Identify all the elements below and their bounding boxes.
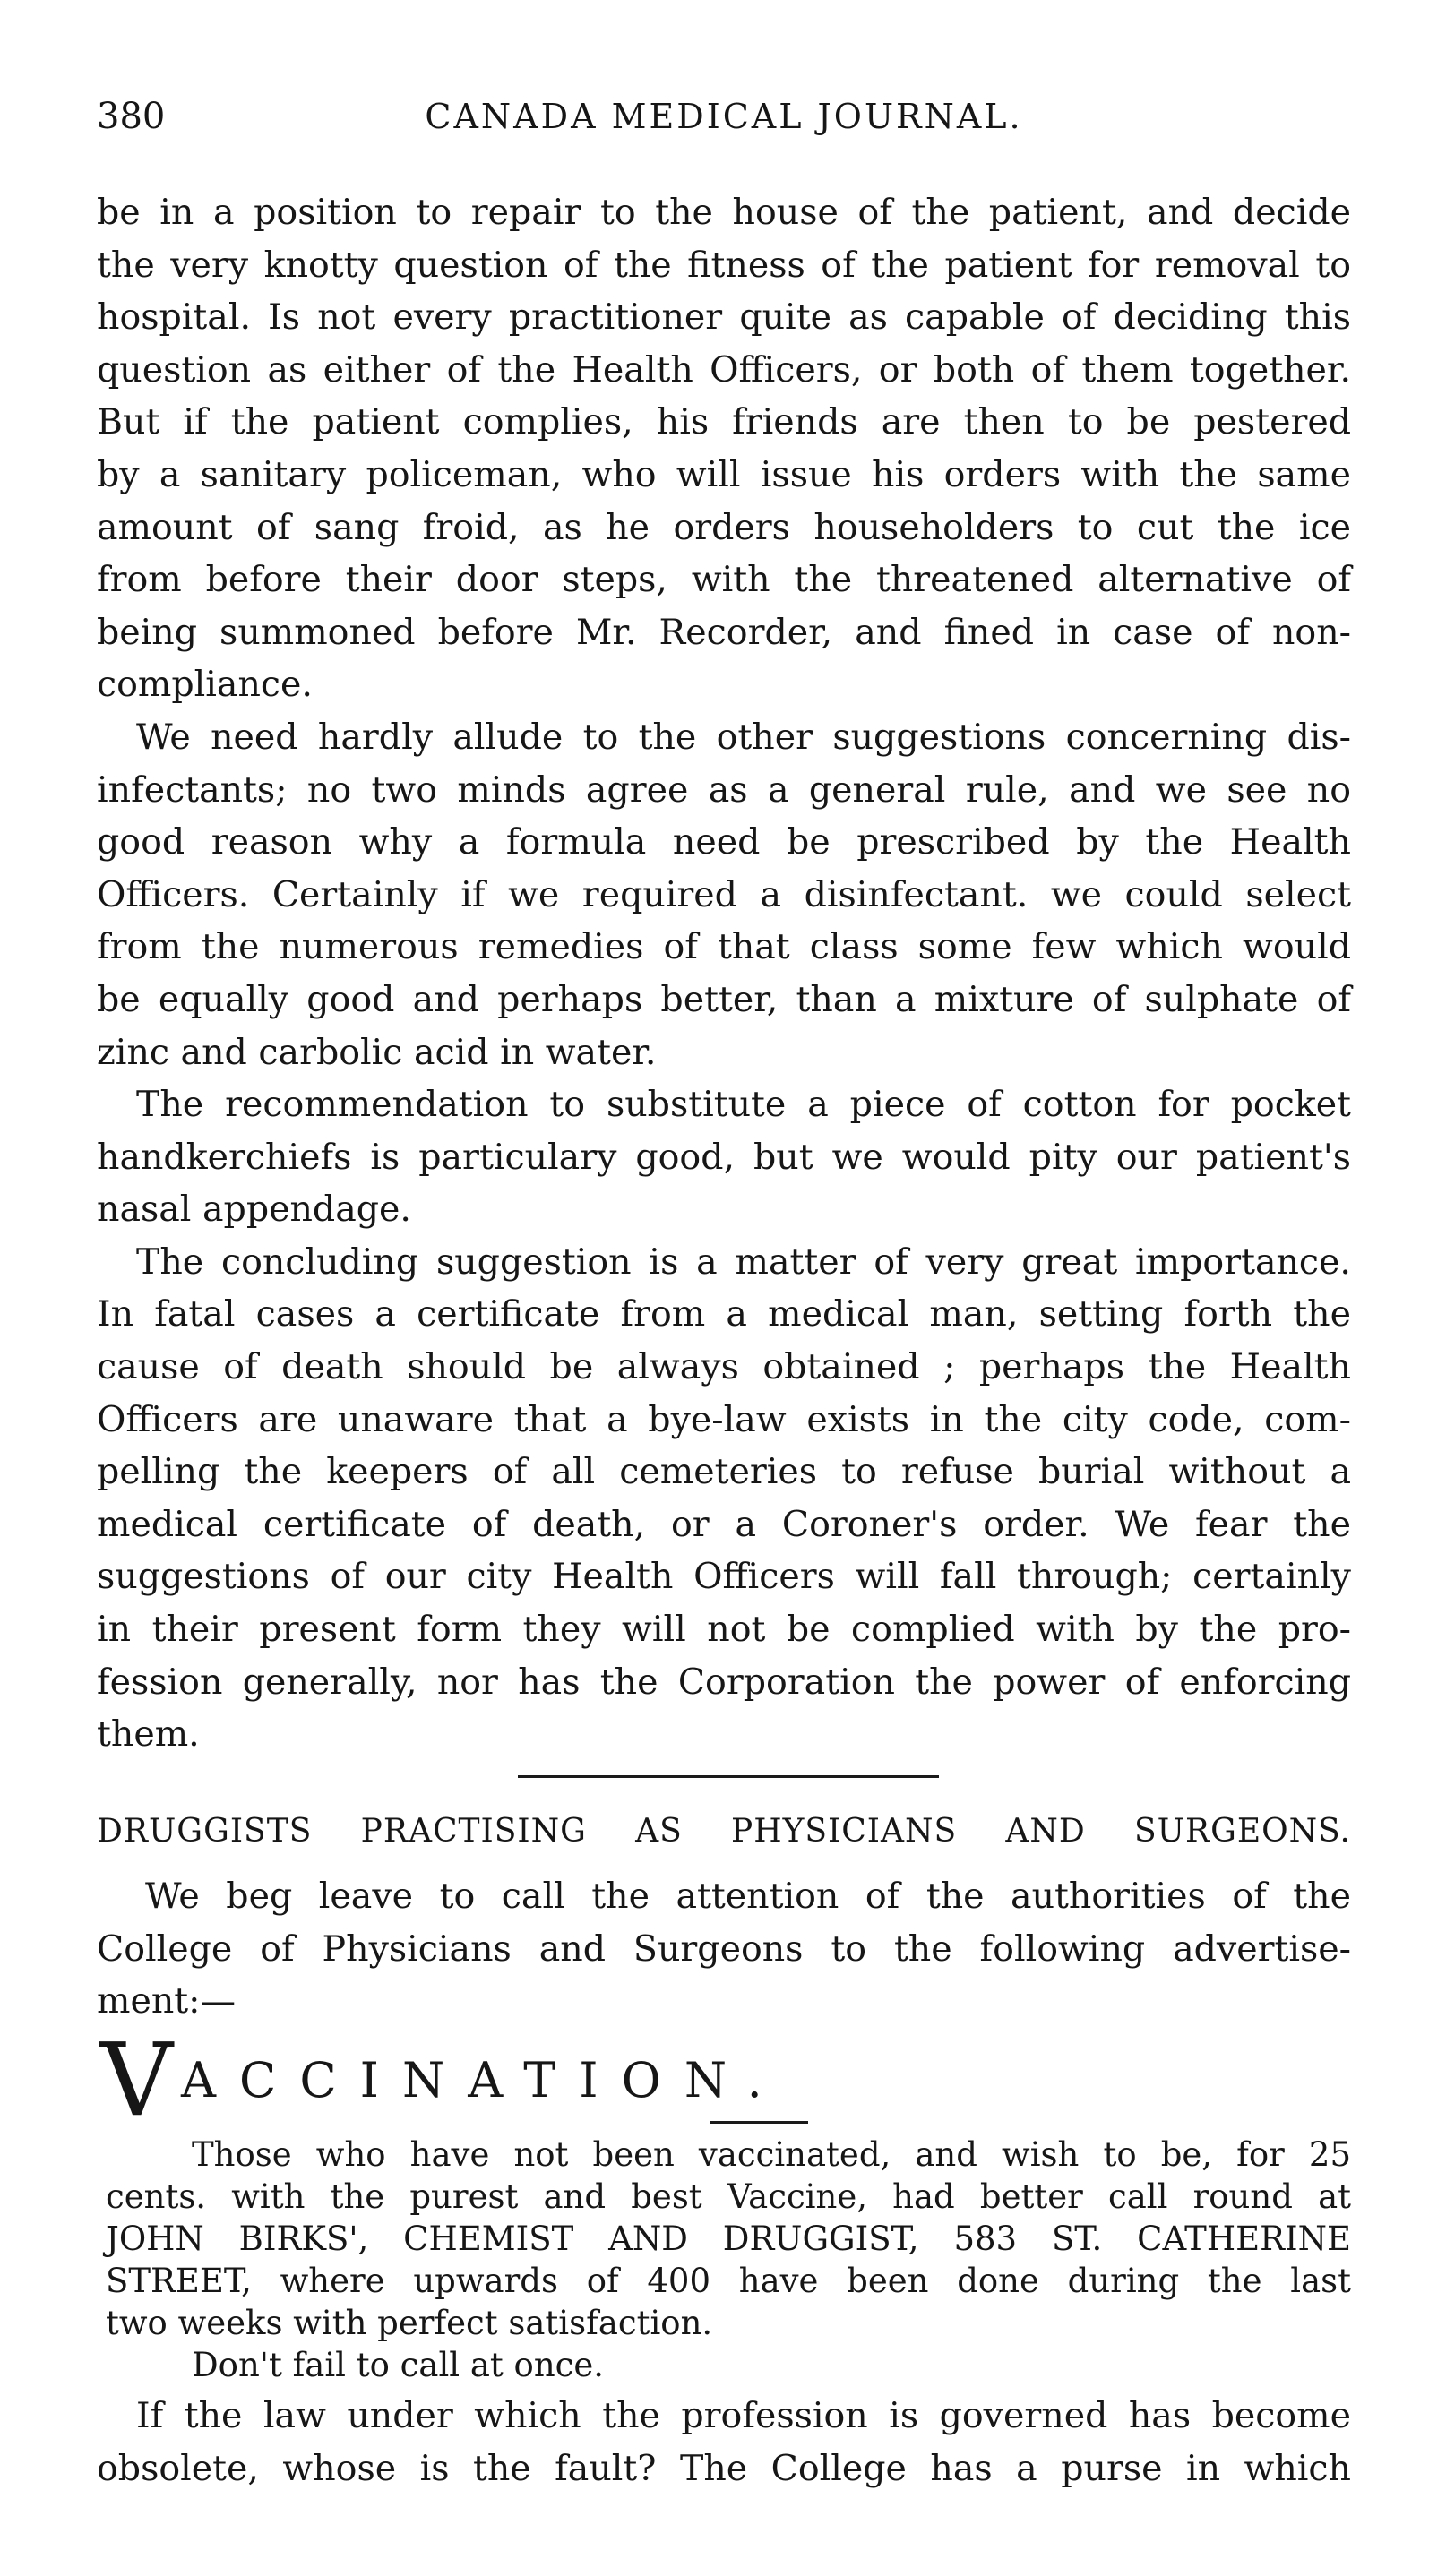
- section-intro: [97, 1870, 1351, 2028]
- paragraph-certificate: [97, 1236, 1351, 1761]
- text-line: zinc and carbolic acid in water.: [97, 1031, 657, 1073]
- text-line: Those who have not been vaccinated, and wish to be, for 25: [192, 2135, 1351, 2174]
- text-line: by a sanitary policeman, who will issue his orders with the same: [97, 453, 1351, 495]
- title-initial: V: [100, 2022, 173, 2139]
- running-head: CANADA MEDICAL JOURNAL.: [425, 97, 1023, 136]
- text-line: compliance.: [97, 664, 313, 706]
- text-line: Officers. Certainly if we required a disinfectant. we could select: [97, 873, 1351, 915]
- text-line: from the numerous remedies of that class some few which would: [97, 926, 1351, 968]
- text-line: being summoned before Mr. Recorder, and fined in case of non-: [97, 611, 1351, 653]
- paragraph-closing: [97, 2390, 1351, 2494]
- advertisement-paragraph: [106, 2134, 1351, 2386]
- text-line: hospital. Is not every practitioner quite as capable of deciding this: [97, 296, 1351, 339]
- paragraph-disinfectants: [97, 711, 1351, 1078]
- text-line: The recommendation to substitute a piece of cotton for pocket: [136, 1084, 1351, 1126]
- article-body: [97, 186, 1351, 1761]
- text-line: obsolete, whose is the fault? The College has a purse in which: [97, 2447, 1351, 2489]
- text-line: two weeks with perfect satisfaction.: [106, 2304, 713, 2342]
- page-number: 380: [97, 96, 166, 137]
- text-line: nasal appendage.: [97, 1189, 411, 1231]
- text-line: handkerchiefs is particulary good, but we would pity our patient's: [97, 1136, 1351, 1178]
- text-line: in their present form they will not be complied with by the pro-: [97, 1609, 1351, 1651]
- text-line: cause of death should be always obtained ; perhaps the Health: [97, 1346, 1351, 1388]
- advertisement-rule: [710, 2121, 808, 2124]
- paragraph-cotton: [97, 1078, 1351, 1236]
- text-line: good reason why a formula need be prescribed by the Health: [97, 821, 1351, 863]
- text-line: the very knotty question of the fitness of the patient for removal to: [97, 244, 1351, 286]
- text-line: Officers are unaware that a bye-law exists in the city code, com-: [97, 1398, 1351, 1440]
- text-line: But if the patient complies, his friends are then to be pestered: [97, 401, 1351, 443]
- text-line: The concluding suggestion is a matter of very great importance.: [136, 1241, 1351, 1283]
- text-line: amount of sang froid, as he orders householders to cut the ice: [97, 506, 1351, 548]
- paragraph-removal: [97, 186, 1351, 711]
- advertisement-title: [100, 2022, 1086, 2139]
- text-line: In fatal cases a certificate from a medical man, setting forth the: [97, 1293, 1351, 1335]
- text-line: We need hardly allude to the other suggestions concerning dis-: [136, 716, 1351, 758]
- text-line: medical certificate of death, or a Coroner's order. We fear the: [97, 1503, 1351, 1545]
- text-line: JOHN BIRKS', CHEMIST AND DRUGGIST, 583 ST. CATHERINE: [106, 2220, 1351, 2258]
- paragraph-intro: [97, 1870, 1351, 2028]
- text-line: pelling the keepers of all cemeteries to refuse burial without a: [97, 1451, 1351, 1493]
- text-line: be equally good and perhaps better, than a mixture of sulphate of: [97, 978, 1351, 1020]
- text-line: be in a position to repair to the house of the patient, and decide: [97, 192, 1351, 233]
- title-rest: ACCINATION.: [181, 2052, 786, 2108]
- advertisement-body: [106, 2134, 1351, 2386]
- text-line: infectants; no two minds agree as a general rule, and we see no: [97, 769, 1351, 811]
- text-line: College of Physicians and Surgeons to the following advertise-: [97, 1928, 1351, 1970]
- text-line: If the law under which the profession is governed has become: [136, 2395, 1351, 2436]
- closing-paragraph: [97, 2390, 1351, 2494]
- section-heading: DRUGGISTS PRACTISING AS PHYSICIANS AND SURGEONS.: [97, 1813, 1351, 1850]
- text-line: STREET, where upwards of 400 have been done during the last: [106, 2262, 1351, 2300]
- text-line: fession generally, nor has the Corporation the power of enforcing: [97, 1661, 1351, 1703]
- page-header: [97, 90, 1351, 143]
- text-line: ment:—: [97, 1980, 236, 2022]
- text-line: from before their door steps, with the threatened alternative of: [97, 559, 1351, 601]
- text-line: cents. with the purest and best Vaccine, had better call round at: [106, 2177, 1351, 2216]
- text-line: them.: [97, 1713, 200, 1756]
- text-line: We beg leave to call the attention of the authorities of the: [145, 1876, 1351, 1917]
- text-line: question as either of the Health Officers, or both of them together.: [97, 348, 1351, 391]
- text-line: Don't fail to call at once.: [192, 2346, 605, 2384]
- text-line: suggestions of our city Health Officers will fall through; certainly: [97, 1556, 1351, 1598]
- section-divider: [518, 1775, 939, 1778]
